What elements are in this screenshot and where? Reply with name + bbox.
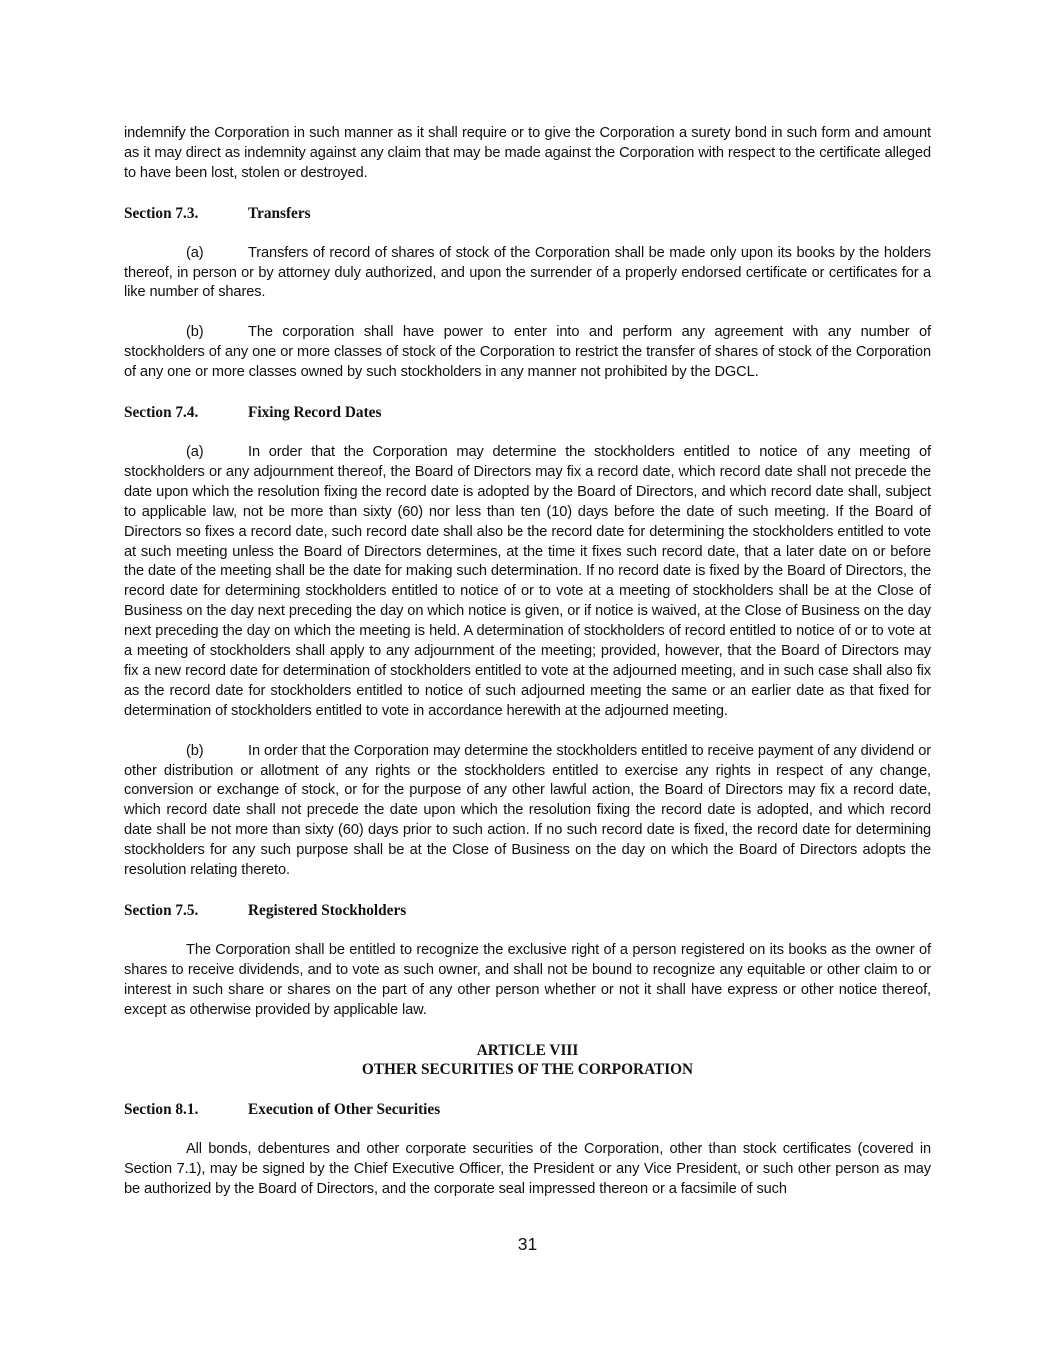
article-number: ARTICLE VIII <box>476 1041 579 1059</box>
section-7-4-b-paragraph <box>124 742 931 881</box>
intro-paragraph: indemnify the Corporation in such manner as it shall require or to give the Corporation a surety bond in such form and amount as it may direct as indemnity against any claim that may be made against the Corporation with respect to the certificate alleged to have been lost, stolen or destroyed. <box>124 125 931 181</box>
section-7-5-heading <box>124 901 931 921</box>
section-number: Section 8.1. <box>124 1101 199 1119</box>
page-number: 31 <box>517 1234 538 1254</box>
section-7-3-a-paragraph <box>124 244 931 304</box>
section-number: Section 7.3. <box>124 204 199 222</box>
section-7-3-heading <box>124 204 931 224</box>
section-title: Registered Stockholders <box>248 902 407 919</box>
clause-text: Transfers of record of shares of stock of the Corporation shall be made only upon its books by the holders thereof, in person or by attorney duly authorized, and upon the surrender of a properly endorsed certificate or certificates for a like number of shares. <box>124 244 931 301</box>
clause-text: The corporation shall have power to enter into and perform any agreement with any number of stockholders of any one or more classes of stock of the Corporation to restrict the transfer of shares of stock of the Corporation of any one or more classes owned by such stockholders in any manner not prohibited by the DGCL. <box>124 324 931 381</box>
section-7-4-heading <box>124 403 931 423</box>
section-number: Section 7.5. <box>124 902 199 919</box>
section-title: Fixing Record Dates <box>248 404 382 422</box>
clause-text: In order that the Corporation may determine the stockholders entitled to receive payment of any dividend or other distribution or allotment of any rights or the stockholders entitled to exercise any rights in respect of any change, conversion or exchange of stock, or for the purpose of any other lawful action, the Board of Directors may fix a record date, which record date shall not precede the date upon which the resolution fixing the record date is adopted, and which record date shall be not more than sixty (60) days prior to such action. If no such record date is fixed, the record date for determining stockholders for any such purpose shall be at the Close of Business on the day on which the Board of Directors adopts the resolution relating thereto. <box>124 742 931 879</box>
section-7-3-b-paragraph <box>124 323 931 383</box>
article-title: OTHER SECURITIES OF THE CORPORATION <box>361 1061 694 1079</box>
section-7-5-paragraph: The Corporation shall be entitled to recognize the exclusive right of a person registered on its books as the owner of shares to receive dividends, and to vote as such owner, and shall not be bound to recognize any equitable or other claim to or interest in such share or shares on the part of any other person whether or not it shall have express or other notice thereof, except as otherwise provided by applicable law. <box>124 941 931 1018</box>
section-number: Section 7.4. <box>124 404 199 422</box>
clause-label: (b) <box>186 742 204 759</box>
section-7-4-a-paragraph <box>124 443 931 722</box>
clause-label: (a) <box>186 244 204 261</box>
clause-label: (b) <box>186 324 204 341</box>
section-8-1-paragraph: All bonds, debentures and other corporate securities of the Corporation, other than stock certificates (covered in Section 7.1), may be signed by the Chief Executive Officer, the President or any Vice President, or such other person as may be authorized by the Board of Directors, and the corporate seal impressed thereon or a facsimile of such <box>124 1141 931 1198</box>
clause-text: In order that the Corporation may determine the stockholders entitled to notice of any meeting of stockholders or any adjournment thereof, the Board of Directors may fix a record date, which record date shall not precede the date upon which the resolution fixing the record date is adopted by the Board of Directors, and which record date shall, subject to applicable law, not be more than sixty (60) nor less than ten (10) days before the date of such meeting. If the Board of Directors so fixes a record date, such record date shall also be the record date for determining the stockholders entitled to vote at such meeting unless the Board of Directors determines, at the time it fixes such record date, that a later date on or before the date of the meeting shall be the date for making such determination. If no record date is fixed by the Board of Directors, the record date for determining stockholders entitled to notice of or to vote at a meeting of stockholders shall be at the Close of Business on the day next preceding the day on which notice is given, or if notice is waived, at the Close of Business on the day next preceding the day on which the meeting is held. A determination of stockholders of record entitled to notice of or to vote at a meeting of stockholders shall apply to any adjournment of the meeting; provided, however, that the Board of Directors may fix a new record date for determination of stockholders entitled to vote at the adjourned meeting, and in such case shall also fix as the record date for stockholders entitled to notice of such adjourned meeting the same or an earlier date as that fixed for determination of stockholders entitled to vote in accordance herewith at the adjourned meeting. <box>124 443 931 719</box>
section-8-1-heading <box>124 1100 931 1120</box>
section-title: Transfers <box>248 204 311 222</box>
clause-label: (a) <box>186 443 204 460</box>
section-title: Execution of Other Securities <box>248 1101 441 1119</box>
article-heading <box>124 1041 931 1081</box>
document-page <box>124 124 931 1220</box>
